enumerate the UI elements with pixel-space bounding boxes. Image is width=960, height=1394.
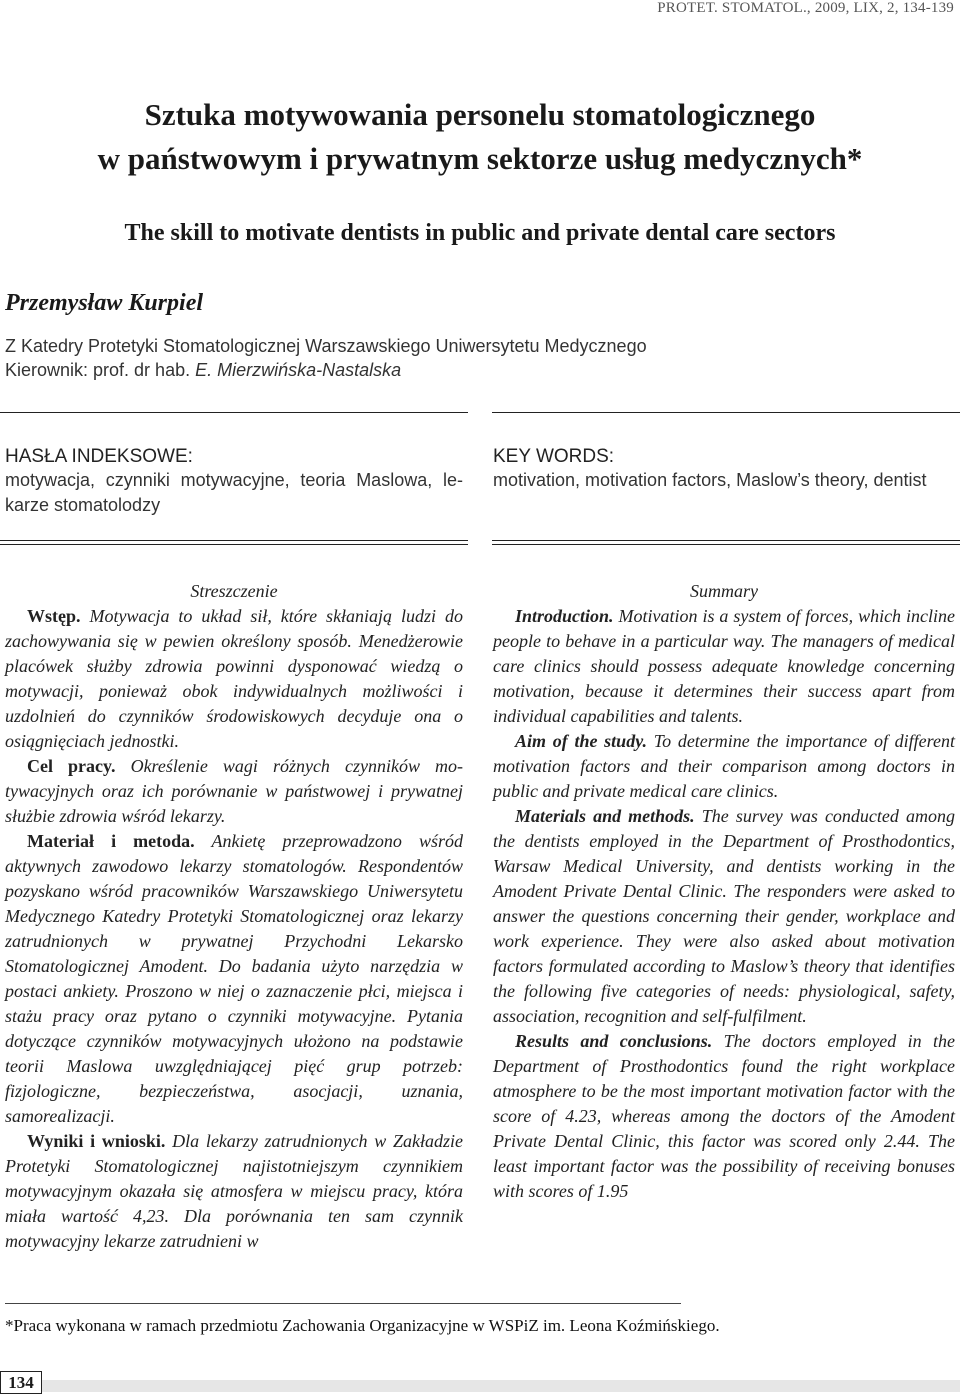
- abstract-pl-title: Streszczenie: [190, 581, 278, 601]
- department-head-prefix: Kierownik: prof. dr hab.: [5, 360, 196, 380]
- abstract-pl-aim: [5, 754, 463, 829]
- footnote: *Praca wykonana w ramach przedmiotu Zachowania Organizacyjne w WSPiZ im. Leona Koźmińskiego.: [5, 1316, 720, 1335]
- abstract-pl-methods-head: Materiał i metoda.: [27, 831, 195, 851]
- abstract-en-results-text: The doctors employed in the Department of Prosthodontics found the right workplace atmosphere to be the most important motivation factor with the score of 4.23, whereas among the doctors of the Amodent Private Dental Clinic, this factor was scored only 2.44. The least important factor was the possibility of receiving bonuses with scores of 1.95: [493, 1031, 955, 1201]
- keywords-pl-bottom-rule: [0, 540, 468, 545]
- keywords-en-text: motivation, motivation factors, Maslow’s theory, dentist: [493, 470, 927, 490]
- abstract-en-intro: [493, 604, 955, 729]
- title-line-2: w państwowym i prywatnym sektorze usług medycznych*: [97, 141, 863, 176]
- keywords-en-heading: KEY WORDS:: [493, 446, 615, 467]
- abstract-en-methods-head: Materials and methods.: [515, 806, 695, 826]
- page-number: 134: [0, 1371, 42, 1394]
- department-head-name: E. Mierzwińska-Nastalska: [195, 360, 402, 380]
- abstract-en-results-head: Results and conclusions.: [515, 1031, 713, 1051]
- abstract-en-title: Summary: [690, 581, 758, 601]
- title-line-1: Sztuka motywowania personelu stomatologicznego: [144, 97, 816, 132]
- abstract-pl-methods: [5, 829, 463, 1129]
- abstract-pl-results-text: Dla lekarzy zatrudnionych w Zakładzie Protetyki Stomatologicznej najistotniejszym czynnikiem motywacyjnym okazała się atmosfera w miejscu pracy, która miała wartość 4,23. Dla porównania ten sam czynnik motywacyjny lekarze zatrudnieni w: [5, 1131, 463, 1251]
- abstract-en-intro-text: Motivation is a system of forces, which incline people to behave in a particular way. The managers of medical care clinics should possess adequate knowledge concerning motivation, because it determines their success apart from individual capabilities and talents.: [493, 606, 955, 726]
- article-title-en: The skill to motivate dentists in public and private dental care sectors: [124, 220, 836, 246]
- abstract-pl-results-head: Wyniki i wnioski.: [27, 1131, 166, 1151]
- page-footer-bar: [42, 1380, 960, 1392]
- abstract-pl: [5, 579, 463, 1254]
- department-head: [5, 360, 401, 381]
- abstract-pl-results: [5, 1129, 463, 1254]
- running-head: PROTET. STOMATOL., 2009, LIX, 2, 134-139: [657, 0, 954, 16]
- footnote-separator: [5, 1303, 681, 1304]
- abstract-pl-intro: [5, 604, 463, 754]
- keywords-en-top-rule: [492, 412, 960, 413]
- keywords-pl-heading: HASŁA INDEKSOWE:: [5, 446, 193, 467]
- abstract-en-methods-text: The survey was conducted among the dentists employed in the Department of Prosthodontics, Warsaw Medical University, and dentists working in the Amodent Private Dental Clinic. The responders were asked to answer the questions concerning their gender, workplace and work experience. They were also asked about motivation factors formulated according to Maslow’s theory that identifies the following five categories of needs: physiological, safety, association, recognition and self-fulfilment.: [493, 806, 955, 1026]
- abstract-pl-aim-text: Określenie wagi różnych czynników motywacyjnych oraz ich porównanie w państwowej i prywatnej służbie zdrowia wśród lekarzy.: [5, 756, 463, 826]
- affiliation: Z Katedry Protetyki Stomatologicznej Warszawskiego Uniwersytetu Medycznego: [5, 336, 647, 356]
- abstract-en-aim-text: To determine the importance of different motivation factors and their comparison among doctors in public and private medical care clinics.: [493, 731, 955, 801]
- abstract-en: [493, 579, 955, 1204]
- keywords-pl-text: motywacja, czynniki motywacyjne, teoria Maslowa, lekarze stomatolodzy: [5, 470, 463, 515]
- abstract-en-methods: [493, 804, 955, 1029]
- abstract-en-aim-head: Aim of the study.: [515, 731, 648, 751]
- abstract-pl-aim-head: Cel pracy.: [27, 756, 116, 776]
- article-title-pl: [0, 93, 960, 181]
- author-name: Przemysław Kurpiel: [5, 290, 204, 316]
- abstract-pl-intro-head: Wstęp.: [27, 606, 81, 626]
- abstract-pl-intro-text: Motywacja to układ sił, które skłaniają ludzi do zachowywania się w pewien określony sposób. Menedżerowie placówek służby zdrowia powinni dysponować wiedzą o motywacji, ponieważ obok indywidualnych możliwości i uzdolnień do czynników środowiskowych decyduje ona o osiągnięciach jednostki.: [5, 606, 463, 751]
- keywords-pl-top-rule: [0, 412, 468, 413]
- abstract-en-intro-head: Introduction.: [515, 606, 614, 626]
- keywords-pl: [5, 446, 463, 518]
- keywords-en-bottom-rule: [492, 540, 960, 545]
- abstract-en-aim: [493, 729, 955, 804]
- abstract-en-results: [493, 1029, 955, 1204]
- keywords-en: [493, 446, 955, 493]
- abstract-pl-methods-text: Ankietę przeprowadzono wśród aktywnych zawodowo lekarzy stomatologów. Respondentów pozyskano wśród pracowników Warszawskiego Uniwersytetu Medycznego Katedry Protetyki Stomatologicznej oraz lekarzy zatrudnionych w prywatnej Przychodni Lekarsko Stomatologicznej Amodent. Do badania użyto narzędzia w postaci ankiety. Proszono w niej o zaznaczenie płci, miejsca i stażu pracy oraz pytano o czynniki motywacyjne. Pytania dotyczące czynników motywacyjnych ułożono na podstawie teorii Maslowa uwzględniającej pięć grup potrzeb: fizjologiczne, bezpieczeństwa, asocjacji, uznania, samorealizacji.: [5, 831, 463, 1126]
